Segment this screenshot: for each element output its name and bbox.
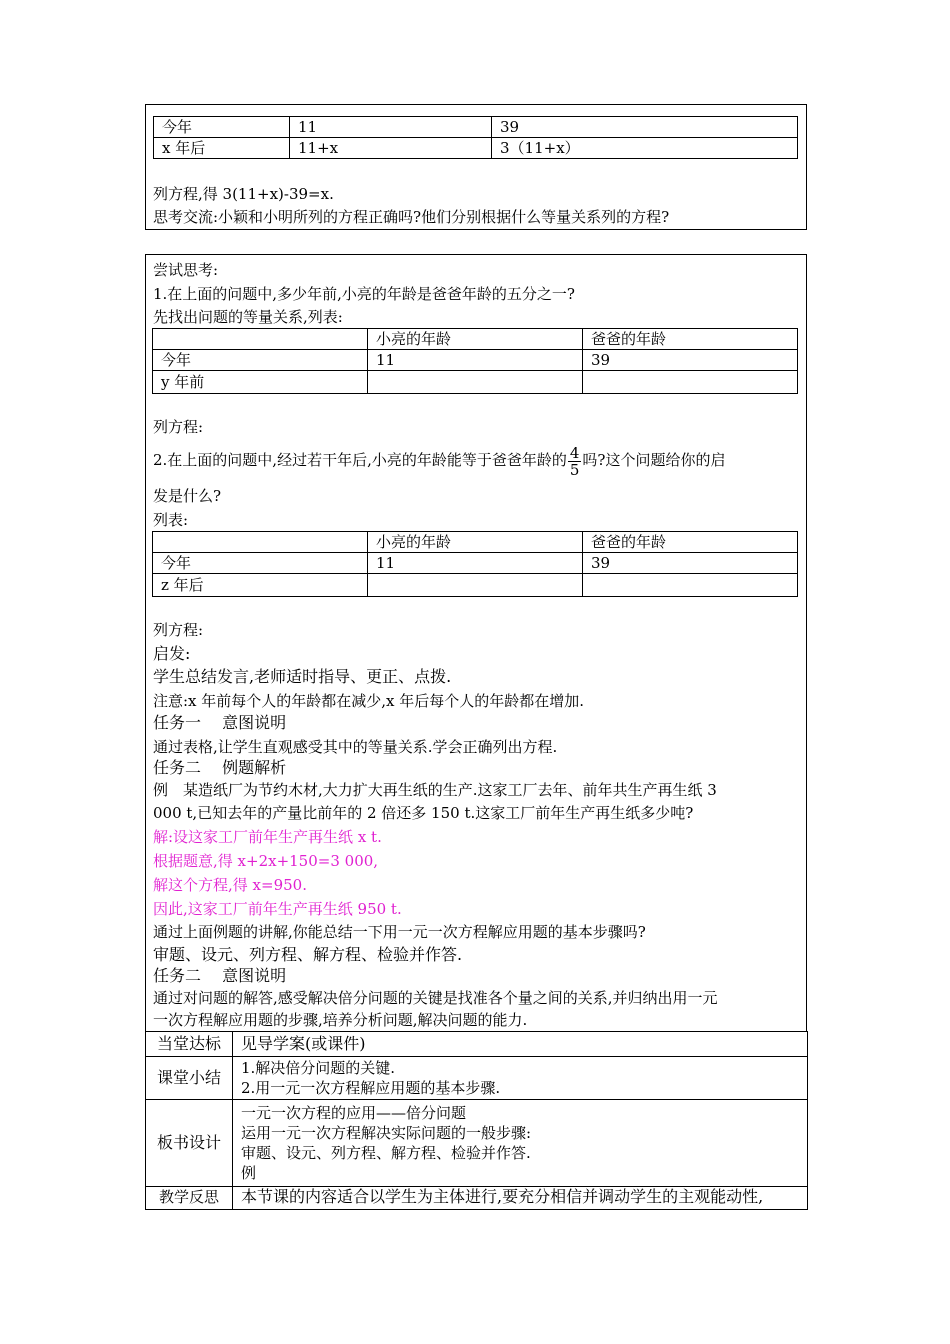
table-cell: 今年	[153, 553, 368, 574]
row-content-summary	[233, 1057, 808, 1100]
table-header-row	[153, 532, 798, 553]
question-2-text-b: 吗?这个问题给你的启	[582, 451, 726, 469]
row-content-reflection: 本节课的内容适合以学生为主体进行,要充分相信并调动学生的主观能动性,	[233, 1187, 808, 1210]
task3-title: 任务二 意图说明	[153, 966, 287, 985]
question-1-hint: 先找出问题的等量关系,列表:	[153, 308, 343, 326]
table-cell: 39	[583, 350, 798, 371]
lesson-summary-table	[145, 1031, 808, 1210]
age-table-1	[153, 116, 798, 159]
table-header-cell	[153, 329, 368, 350]
table-cell: 39	[492, 117, 798, 138]
question-1: 1.在上面的问题中,多少年前,小亮的年龄是爸爸年龄的五分之一?	[153, 285, 575, 303]
inspire-title: 启发:	[153, 644, 191, 663]
table-cell	[368, 574, 583, 597]
table-row	[153, 553, 798, 574]
summary-line1: 1.解决倍分问题的关键.	[241, 1059, 396, 1077]
solution-line2: 根据题意,得 x+2x+150=3 000,	[153, 852, 379, 870]
table-cell	[368, 371, 583, 394]
steps-text: 审题、设元、列方程、解方程、检验并作答.	[153, 945, 463, 964]
question-2-line2: 发是什么?	[153, 487, 222, 505]
task2-title: 任务二 例题解析	[153, 758, 287, 777]
example-line2: 000 t,已知去年的产量比前年的 2 倍还多 150 t.这家工厂前年生产再生纸多少吨?	[153, 804, 694, 822]
equation-text: 列方程,得 3(11+x)-39=x.	[153, 185, 334, 203]
table-row	[153, 574, 798, 597]
fraction-numerator: 4	[569, 443, 580, 462]
table-cell: 今年	[154, 117, 290, 138]
task1-text: 通过表格,让学生直观感受其中的等量关系.学会正确列出方程.	[153, 738, 558, 756]
board-line4: 例	[241, 1164, 257, 1182]
table-cell: 3（11+x）	[492, 138, 798, 159]
table-cell: 11	[368, 553, 583, 574]
row-label-board: 板书设计	[146, 1100, 233, 1187]
summary-line2: 2.用一元一次方程解应用题的基本步骤.	[241, 1079, 501, 1097]
note-text: 注意:x 年前每个人的年龄都在减少,x 年后每个人的年龄都在增加.	[153, 692, 585, 710]
list-label: 列表:	[153, 511, 189, 529]
discussion-text: 思考交流:小颖和小明所列的方程正确吗?他们分别根据什么等量关系列的方程?	[153, 208, 670, 226]
table-header-cell: 爸爸的年龄	[583, 532, 798, 553]
row-content-practice: 见导学案(或课件)	[233, 1032, 808, 1057]
task1-title: 任务一 意图说明	[153, 713, 287, 732]
row-content-board	[233, 1100, 808, 1187]
table-cell: 今年	[153, 350, 368, 371]
question-2-text-a: 2.在上面的问题中,经过若干年后,小亮的年龄能等于爸爸年龄的	[153, 451, 567, 469]
summary-question: 通过上面例题的讲解,你能总结一下用一元一次方程解应用题的基本步骤吗?	[153, 923, 646, 941]
fraction-denominator: 5	[569, 460, 580, 479]
example-line1: 例 某造纸厂为节约木材,大力扩大再生纸的生产.这家工厂去年、前年共生产再生纸 3	[153, 781, 717, 799]
table-cell: 11+x	[290, 138, 492, 159]
table-row	[154, 117, 798, 138]
row-label-reflection: 教学反思	[146, 1187, 233, 1210]
table-header-cell: 小亮的年龄	[368, 329, 583, 350]
table-row	[153, 371, 798, 394]
board-line1: 一元一次方程的应用——倍分问题	[241, 1104, 467, 1122]
inspire-text: 学生总结发言,老师适时指导、更正、点拨.	[153, 667, 452, 686]
solution-line3: 解这个方程,得 x=950.	[153, 876, 307, 894]
equation-label-2: 列方程:	[153, 621, 204, 639]
table-row	[146, 1187, 808, 1210]
equation-label-1: 列方程:	[153, 418, 204, 436]
table-row	[153, 350, 798, 371]
table-row	[154, 138, 798, 159]
table-row	[146, 1057, 808, 1100]
table-cell	[583, 371, 798, 394]
row-label-practice: 当堂达标	[146, 1032, 233, 1057]
board-line2: 运用一元一次方程解决实际问题的一般步骤:	[241, 1124, 532, 1142]
table-header-cell: 小亮的年龄	[368, 532, 583, 553]
solution-line1: 解:设这家工厂前年生产再生纸 x t.	[153, 828, 382, 846]
table-cell: 11	[290, 117, 492, 138]
table-cell: 11	[368, 350, 583, 371]
solution-line4: 因此,这家工厂前年生产再生纸 950 t.	[153, 900, 402, 918]
table-header-row	[153, 329, 798, 350]
task3-line1: 通过对问题的解答,感受解决倍分问题的关键是找准各个量之间的关系,并归纳出用一元	[153, 989, 718, 1007]
age-table-2	[152, 328, 798, 394]
table-row	[146, 1100, 808, 1187]
table-cell: z 年后	[153, 574, 368, 597]
table-header-cell: 爸爸的年龄	[583, 329, 798, 350]
row-label-summary: 课堂小结	[146, 1057, 233, 1100]
fraction-four-fifths	[568, 445, 582, 478]
table-cell: x 年后	[154, 138, 290, 159]
age-table-3	[152, 531, 798, 597]
question-2	[153, 443, 725, 478]
try-think-title: 尝试思考:	[153, 261, 219, 279]
table-cell: 39	[583, 553, 798, 574]
board-line3: 审题、设元、列方程、解方程、检验并作答.	[241, 1144, 531, 1162]
table-header-cell	[153, 532, 368, 553]
task3-line2: 一次方程解应用题的步骤,培养分析问题,解决问题的能力.	[153, 1011, 528, 1029]
table-row	[146, 1032, 808, 1057]
table-cell: y 年前	[153, 371, 368, 394]
table-cell	[583, 574, 798, 597]
